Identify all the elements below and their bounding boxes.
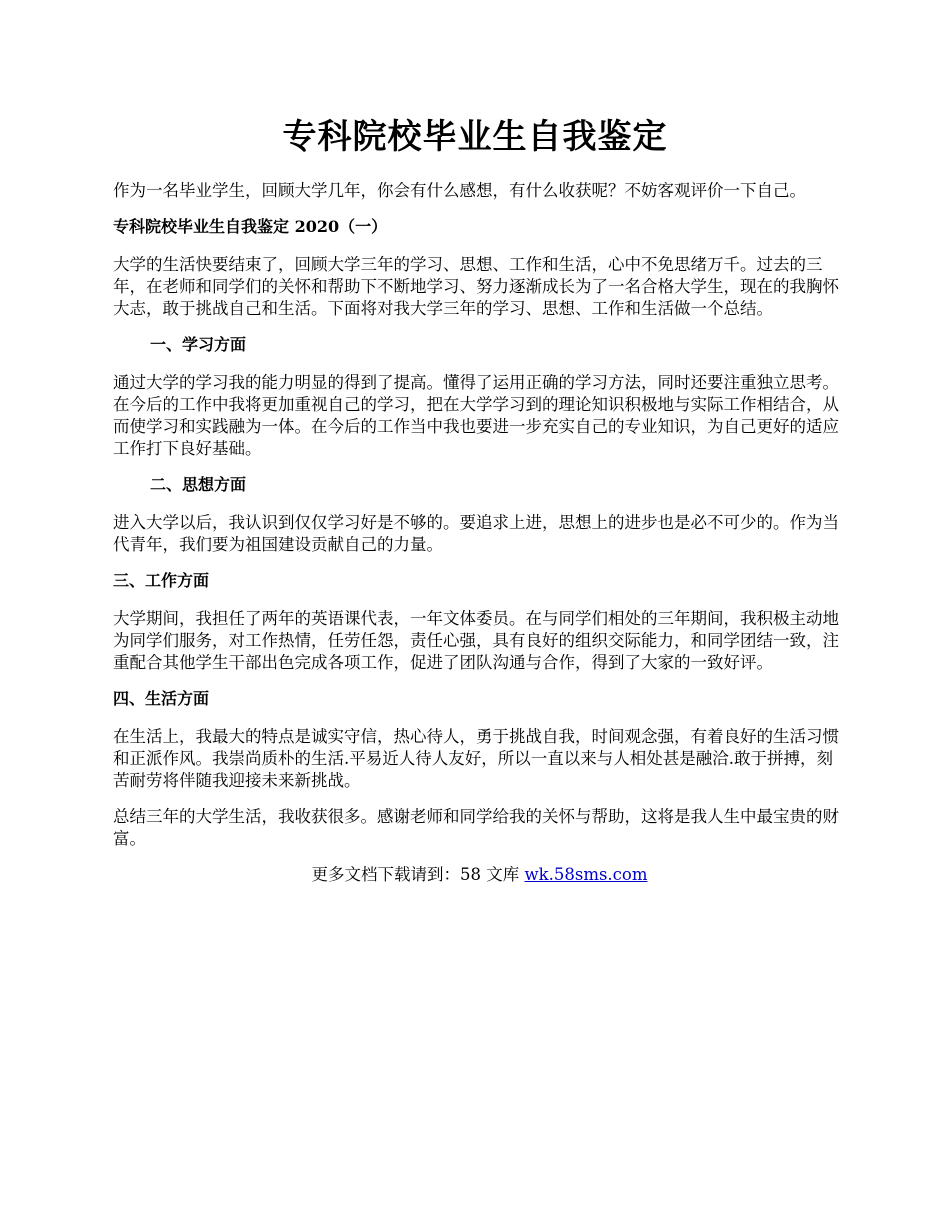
work-paragraph: 大学期间，我担任了两年的英语课代表，一年文体委员。在与同学们相处的三年期间，我积极主动地为同学们服务，对工作热情，任劳任怨，责任心强，具有良好的组织交际能力，和同学团结一致，注重配合其他学生干部出色完成各项工作，促进了团队沟通与合作，得到了大家的一致好评。 [113, 609, 839, 672]
footer-text: 更多文档下载请到：58 文库 [311, 865, 525, 884]
thought-paragraph: 进入大学以后，我认识到仅仅学习好是不够的。要追求上进，思想上的进步也是必不可少的。作为当代青年，我们要为祖国建设贡献自己的力量。 [113, 513, 839, 554]
section-title: 专科院校毕业生自我鉴定 2020（一） [113, 217, 388, 236]
heading-life: 四、生活方面 [113, 689, 210, 708]
footer-line [113, 864, 846, 886]
summary-paragraph: 总结三年的大学生活，我收获很多。感谢老师和同学给我的关怀与帮助，这将是我人生中最宝贵的财富。 [113, 807, 839, 848]
footer-link[interactable]: wk.58sms.com [524, 865, 648, 884]
life-paragraph: 在生活上，我最大的特点是诚实守信，热心待人，勇于挑战自我，时间观念强，有着良好的生活习惯和正派作风。我崇尚质朴的生活.平易近人待人友好，所以一直以来与人相处甚是融洽.敢于拼搏，刻苦耐劳将伴随我迎接未来新挑战。 [113, 727, 839, 790]
intro-paragraph: 作为一名毕业学生，回顾大学几年，你会有什么感想，有什么收获呢？不妨客观评价一下自己。 [113, 181, 806, 200]
study-paragraph: 通过大学的学习我的能力明显的得到了提高。懂得了运用正确的学习方法，同时还要注重独立思考。在今后的工作中我将更加重视自己的学习，把在大学学习到的理论知识积极地与实际工作相结合，从而使学习和实践融为一体。在今后的工作当中我也要进一步充实自己的专业知识，为自己更好的适应工作打下良好基础。 [113, 373, 839, 458]
document-body [113, 180, 846, 886]
overview-paragraph: 大学的生活快要结束了，回顾大学三年的学习、思想、工作和生活，心中不免思绪万千。过去的三年，在老师和同学们的关怀和帮助下不断地学习、努力逐渐成长为了一名合格大学生，现在的我胸怀大志，敢于挑战自己和生活。下面将对我大学三年的学习、思想、工作和生活做一个总结。 [113, 255, 839, 318]
heading-work: 三、工作方面 [113, 571, 210, 590]
heading-study: 一、学习方面 [150, 335, 247, 354]
page-title: 专科院校毕业生自我鉴定 [282, 117, 668, 157]
heading-thought: 二、思想方面 [150, 475, 247, 494]
